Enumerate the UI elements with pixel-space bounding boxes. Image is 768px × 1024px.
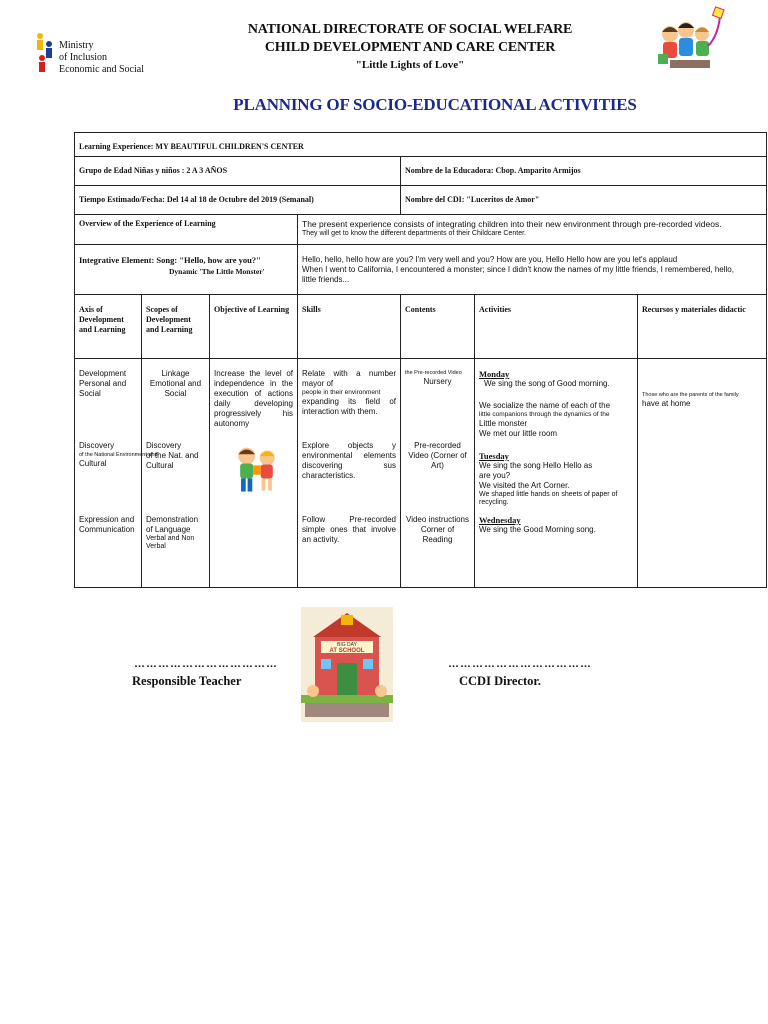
header-line-3: "Little Lights of Love" [355, 59, 465, 71]
mon-3: little companions through the dynamics of the [479, 411, 610, 418]
overview-cell [298, 215, 767, 245]
col-objective: Objective of Learning [210, 295, 298, 359]
objective-text: Increase the level of independence in the execution of actions daily developing progressively his autonomy [214, 369, 293, 428]
mon-1: We sing the song of Good morning. [484, 379, 610, 388]
integrative-text-cell [298, 245, 767, 295]
estimated-time: Tiempo Estimado/Fecha: Del 14 al 18 de Octubre del 2019 (Semanal) [75, 186, 401, 215]
scopes-cell [142, 359, 210, 588]
children-walking-icon [228, 443, 284, 499]
skill-2: Explore objects y environmental elements discovering sus characteristics. [302, 441, 396, 480]
header-line-2: CHILD DEVELOPMENT AND CARE CENTER [264, 40, 556, 55]
wed-1: We sing the Good Morning song. [479, 525, 596, 534]
director-signature-line: ……………………………… [448, 658, 592, 670]
director-signature-label: CCDI Director. [459, 674, 541, 688]
scope-3b: Verbal and Non Verbal [146, 535, 195, 550]
cdi-name: Nombre del CDI: "Luceritos de Amor" [401, 186, 767, 215]
scope-3a: Demonstration of Language [146, 515, 199, 534]
integrative-dynamic: Dynamic 'The Little Monster' [169, 267, 265, 276]
scope-2 [146, 441, 205, 507]
scope-2b: of the Nat. and Cultural [146, 451, 199, 470]
book-line-2: AT SCHOOL [329, 648, 365, 654]
school-illustration-icon [301, 607, 393, 722]
col-axis: Axis of Development and Learning [75, 295, 142, 359]
tue-3: We visited the Art Corner. [479, 481, 570, 490]
col-resources: Recursos y materiales didactic [638, 295, 767, 359]
integrative-cell [75, 245, 298, 295]
ministry-line-3: Economic and Social [59, 64, 144, 75]
skill-3: Follow Pre-recorded simple ones that involve an activity. [302, 515, 396, 544]
skills-cell [298, 359, 401, 588]
ministry-line-1: Ministry [59, 40, 94, 51]
contents-cell [401, 359, 475, 588]
axis-2b: of the National Environment and [79, 452, 158, 458]
content-1b: Nursery [423, 377, 452, 386]
scope-2a: Discovery [146, 441, 182, 450]
col-scopes: Scopes of Development and Learning [142, 295, 210, 359]
educator-name: Nombre de la Educadora: Cbop. Amparito Armijos [401, 157, 767, 186]
age-group: Grupo de Edad Niñas y niños : 2 A 3 AÑOS [75, 157, 401, 186]
planning-table [74, 132, 767, 588]
col-activities: Activities [475, 295, 638, 359]
objective-cell [210, 359, 298, 588]
axis-2a: Discovery [79, 441, 115, 450]
content-1 [405, 369, 470, 429]
integrative-text-3: little friends... [302, 275, 350, 284]
book-line-1: BIG DAY [337, 642, 357, 648]
day-wednesday: Wednesday [479, 515, 521, 525]
skill-1 [302, 369, 396, 429]
axis-3: Expression and Communication [79, 515, 135, 534]
learning-experience: Learning Experience: MY BEAUTIFUL CHILDREN'S CENTER [75, 133, 767, 157]
integrative-label: Integrative Element: Song: "Hello, how are you?" [79, 255, 261, 265]
tue-2: are you? [479, 471, 511, 480]
header-line-1: NATIONAL DIRECTORATE OF SOCIAL WELFARE [247, 22, 573, 37]
tue-1: We sing the song Hello Hello as [479, 461, 593, 470]
mon-4: Little monster [479, 419, 528, 428]
children-logo-icon [652, 6, 728, 78]
content-1a: the Pre-recorded Video [405, 370, 462, 376]
teacher-signature-label: Responsible Teacher [132, 674, 242, 688]
day-tuesday: Tuesday [479, 451, 509, 461]
overview-label: Overview of the Experience of Learning [75, 215, 298, 245]
resources-2: have at home [642, 399, 691, 408]
day-monday: Monday [479, 369, 510, 379]
col-skills: Skills [298, 295, 401, 359]
teacher-signature-line: ……………………………… [134, 658, 278, 670]
ministry-name [59, 40, 144, 76]
overview-text-2: They will get to know the different departments of their Childcare Center. [302, 230, 526, 237]
axis-2c: Cultural [79, 459, 107, 468]
content-2: Pre-recorded Video (Corner of Art) [408, 441, 467, 470]
scope-1: Linkage Emotional and Social [149, 369, 202, 398]
page-title: PLANNING OF SOCIO-EDUCATIONAL ACTIVITIES [233, 95, 637, 114]
ministry-line-2: of Inclusion [59, 52, 108, 63]
skill-1c: expanding its field of interaction with them. [302, 397, 396, 416]
ministry-figures-icon [34, 32, 58, 76]
integrative-text-2: When I went to California, I encountered a monster; since I didn't know the names of my little friends, I remembered, hello, [302, 265, 734, 274]
mon-2: We socialize the name of each of the [479, 401, 611, 410]
scope-3 [146, 515, 205, 551]
skill-1b: people in their environment [302, 389, 381, 396]
resources-1: Those who are the parents of the family [642, 392, 739, 398]
mon-5: We met our little room [479, 429, 558, 438]
overview-text: The present experience consists of integrating children into their new environment through pre-recorded videos. [302, 219, 722, 229]
axis-cell [75, 359, 158, 588]
activities-cell [475, 359, 638, 588]
axis-2 [79, 441, 158, 507]
content-3: Video instructions Corner of Reading [406, 515, 469, 544]
skill-1a: Relate with a number mayor of [302, 369, 396, 388]
integrative-text-1: Hello, hello, hello how are you? I'm very well and you? How are you, Hello Hello how are you let's applaud [302, 255, 678, 264]
axis-1: Development Personal and Social [79, 369, 127, 398]
resources-cell [638, 359, 767, 588]
col-contents: Contents [401, 295, 475, 359]
tue-4: We shaped little hands on sheets of paper of recycling. [479, 491, 618, 506]
ministry-logo [34, 32, 144, 80]
